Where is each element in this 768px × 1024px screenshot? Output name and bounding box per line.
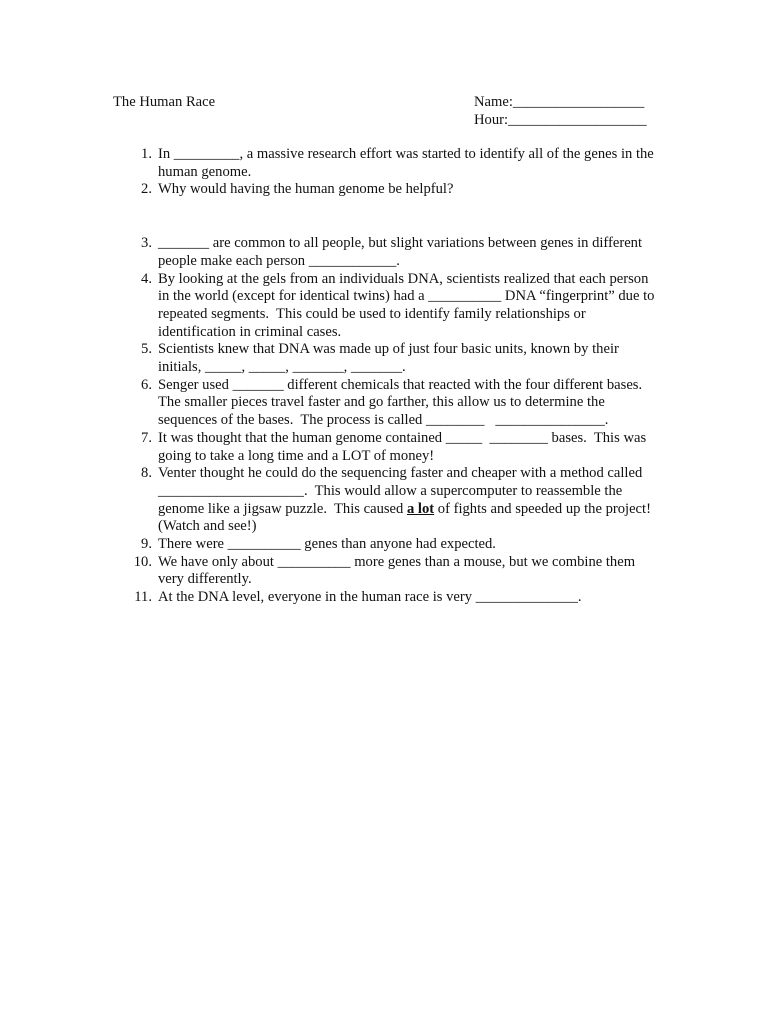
question-item (127, 377, 657, 430)
question-text-after: of fights and speeded up the project! (Watch and see!) (158, 500, 655, 535)
question-item (127, 146, 657, 181)
question-text-before: Venter thought he could do the sequencing faster and cheaper with a method called ____________________. This would allow a supercomputer to reassemble the genome like a jigsaw puzzle. This caused (158, 465, 646, 517)
question-text: In _________, a massive research effort was started to identify all of the genes in the human genome. (158, 146, 658, 180)
question-text: At the DNA level, everyone in the human race is very ______________. (158, 589, 582, 606)
question-item (127, 235, 657, 270)
question-item (127, 554, 657, 589)
question-text: _______ are common to all people, but slight variations between genes in different people make each person ____________. (158, 235, 646, 269)
question-number: 4. (141, 270, 152, 287)
question-item (127, 430, 657, 465)
question-number: 7. (141, 429, 152, 446)
question-text: Why would having the human genome be helpful? (158, 181, 454, 198)
question-text: Scientists knew that DNA was made up of just four basic units, known by their initials, _____, _____, _______, _______. (158, 341, 623, 376)
page-title: The Human Race (113, 94, 216, 110)
question-list (127, 146, 657, 607)
hour-field-label: Hour:___________________ (474, 112, 647, 128)
question-number: 3. (141, 235, 152, 252)
question-text: By looking at the gels from an individuals DNA, scientists realized that each person in the world (except for identical twins) had a __________ DNA “fingerprint” due to repeated segments. This could be used to identify family relationships or identification in criminal cases. (158, 270, 659, 340)
question-number: 11. (134, 589, 152, 606)
question-text: It was thought that the human genome contained _____ ________ bases. This was going to take a long time and a LOT of money! (158, 429, 650, 464)
question-number: 2. (141, 181, 152, 198)
question-item (127, 271, 657, 342)
answer-space (127, 199, 657, 235)
question-item (127, 465, 657, 536)
question-item (127, 589, 657, 607)
question-number: 8. (141, 465, 152, 482)
question-item (127, 341, 657, 376)
name-field-label: Name:__________________ (474, 94, 645, 110)
question-number: 9. (141, 536, 152, 553)
question-text (158, 465, 657, 536)
question-item (127, 181, 657, 199)
question-number: 1. (141, 146, 152, 162)
question-number: 5. (141, 341, 152, 358)
student-info-fields (474, 93, 647, 129)
question-number: 6. (141, 376, 152, 393)
question-item (127, 536, 657, 554)
question-text: Senger used _______ different chemicals that reacted with the four different bases. The smaller pieces travel faster and go farther, this allow us to determine the sequences of the bases. The process is called ________ _______________. (158, 376, 650, 429)
question-text: There were __________ genes than anyone had expected. (158, 536, 496, 553)
emphasized-text: a lot (406, 500, 435, 517)
question-number: 10. (133, 553, 152, 570)
question-text: We have only about __________ more genes than a mouse, but we combine them very differently. (158, 553, 639, 588)
